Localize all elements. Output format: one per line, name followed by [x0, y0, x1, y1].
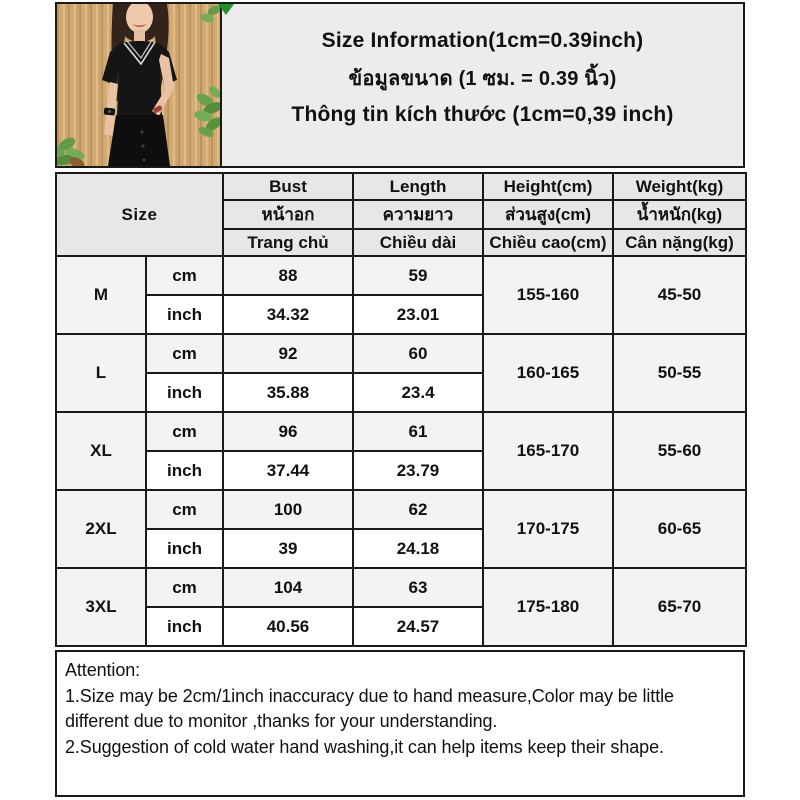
col-header-weight-vi: Cân nặng(kg)	[613, 229, 746, 256]
title-english: Size Information(1cm=0.39inch)	[321, 29, 644, 52]
unit-inch-cell: inch	[146, 295, 223, 334]
col-header-weight-en: Weight(kg)	[613, 173, 746, 200]
col-header-weight-th: น้ำหนัก(kg)	[613, 200, 746, 229]
size-label-cell: L	[56, 334, 146, 412]
size-table	[55, 172, 747, 647]
title-vietnamese: Thông tin kích thước (1cm=0,39 inch)	[291, 103, 674, 126]
unit-cm-cell: cm	[146, 568, 223, 607]
unit-cm-cell: cm	[146, 412, 223, 451]
unit-inch-cell: inch	[146, 529, 223, 568]
unit-cm-cell: cm	[146, 490, 223, 529]
bust-inch-cell: 37.44	[223, 451, 353, 490]
col-header-height-th: ส่วนสูง(cm)	[483, 200, 613, 229]
length-cm-cell: 59	[353, 256, 483, 295]
title-thai: ข้อมูลขนาด (1 ซม. = 0.39 นิ้ว)	[348, 68, 617, 90]
attention-note-2: 2.Suggestion of cold water hand washing,it can help items keep their shape.	[65, 736, 664, 757]
col-header-height-en: Height(cm)	[483, 173, 613, 200]
length-inch-cell: 23.79	[353, 451, 483, 490]
col-header-length-vi: Chiều dài	[353, 229, 483, 256]
unit-cm-cell: cm	[146, 334, 223, 373]
size-label-cell: XL	[56, 412, 146, 490]
green-corner-accent	[218, 4, 234, 15]
size-label-cell: 3XL	[56, 568, 146, 646]
height-range-cell: 155-160	[483, 256, 613, 334]
bust-cm-cell: 92	[223, 334, 353, 373]
height-range-cell: 160-165	[483, 334, 613, 412]
weight-range-cell: 60-65	[613, 490, 746, 568]
size-chart-page	[55, 2, 745, 797]
model-photo-illustration	[57, 4, 222, 166]
weight-range-cell: 55-60	[613, 412, 746, 490]
attention-heading: Attention:	[65, 660, 141, 680]
size-label-cell: 2XL	[56, 490, 146, 568]
size-information-title	[222, 4, 743, 166]
col-header-bust-vi: Trang chủ	[223, 229, 353, 256]
bust-inch-cell: 39	[223, 529, 353, 568]
col-header-bust-th: หน้าอก	[223, 200, 353, 229]
header-block	[55, 2, 745, 168]
size-corner-header: Size	[56, 173, 223, 256]
length-cm-cell: 61	[353, 412, 483, 451]
attention-box	[55, 650, 745, 797]
col-header-length-en: Length	[353, 173, 483, 200]
bust-inch-cell: 40.56	[223, 607, 353, 646]
col-header-height-vi: Chiều cao(cm)	[483, 229, 613, 256]
bust-cm-cell: 100	[223, 490, 353, 529]
model-photo	[57, 4, 222, 166]
size-row-m-cm	[56, 256, 746, 295]
unit-inch-cell: inch	[146, 607, 223, 646]
size-row-l-cm	[56, 334, 746, 373]
size-row-2xl-cm	[56, 490, 746, 529]
bust-cm-cell: 88	[223, 256, 353, 295]
size-table-body	[56, 256, 746, 646]
weight-range-cell: 50-55	[613, 334, 746, 412]
height-range-cell: 170-175	[483, 490, 613, 568]
size-table-header	[56, 173, 746, 256]
col-header-length-th: ความยาว	[353, 200, 483, 229]
length-inch-cell: 23.01	[353, 295, 483, 334]
length-cm-cell: 63	[353, 568, 483, 607]
height-range-cell: 165-170	[483, 412, 613, 490]
length-cm-cell: 60	[353, 334, 483, 373]
unit-inch-cell: inch	[146, 451, 223, 490]
length-cm-cell: 62	[353, 490, 483, 529]
unit-cm-cell: cm	[146, 256, 223, 295]
bust-cm-cell: 104	[223, 568, 353, 607]
unit-inch-cell: inch	[146, 373, 223, 412]
attention-note-1: 1.Size may be 2cm/1inch inaccuracy due to hand measure,Color may be little different due to monitor ,thanks for your understanding.	[65, 685, 674, 732]
length-inch-cell: 24.18	[353, 529, 483, 568]
size-label-cell: M	[56, 256, 146, 334]
bust-inch-cell: 35.88	[223, 373, 353, 412]
col-header-bust-en: Bust	[223, 173, 353, 200]
length-inch-cell: 24.57	[353, 607, 483, 646]
height-range-cell: 175-180	[483, 568, 613, 646]
length-inch-cell: 23.4	[353, 373, 483, 412]
model-figure	[102, 4, 177, 166]
weight-range-cell: 45-50	[613, 256, 746, 334]
bust-inch-cell: 34.32	[223, 295, 353, 334]
size-row-3xl-cm	[56, 568, 746, 607]
size-row-xl-cm	[56, 412, 746, 451]
weight-range-cell: 65-70	[613, 568, 746, 646]
bust-cm-cell: 96	[223, 412, 353, 451]
